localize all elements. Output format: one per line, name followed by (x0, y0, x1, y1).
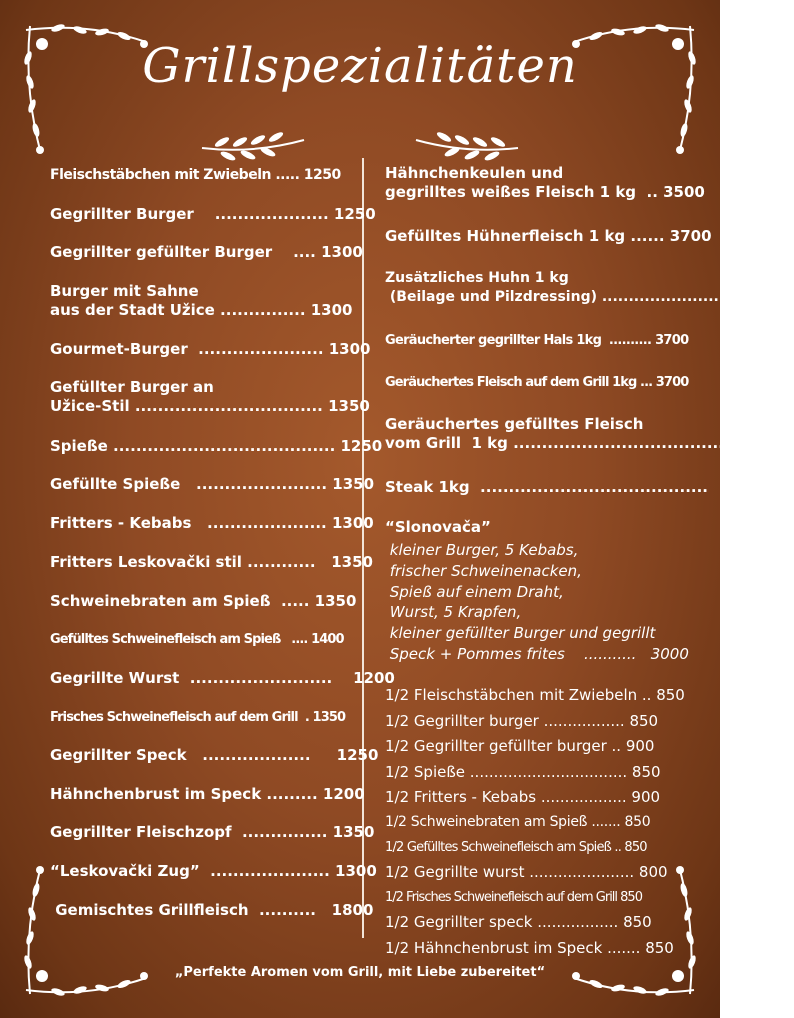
menu-item: Hähnchenkeulen und gegrilltes weißes Fleisch 1 kg .. 3500 (385, 164, 705, 201)
menu-item: 1/2 Fleischstäbchen mit Zwiebeln .. 850 (385, 686, 685, 704)
menu-item: 1/2 Gefülltes Schweinefleisch am Spieß .. 850 (385, 840, 647, 855)
menu-item: Gegrillter Fleischzopf ............... 1350 (50, 823, 375, 841)
menu-item-heading: “Slonovača” (385, 518, 491, 536)
menu-item: Fritters Leskovački stil ............ 1350 (50, 553, 373, 571)
menu-item: Hähnchenbrust im Speck ......... 1200 (50, 785, 365, 803)
menu-item: Gegrillte Wurst ......................... 1200 (50, 669, 395, 687)
menu-item: Geräuchertes gefülltes Fleisch vom Grill 1 kg ......................................... 4100 (385, 415, 794, 452)
menu-item: Gemischtes Grillfleisch .......... 1800 (50, 901, 374, 919)
menu-item: Gourmet-Burger ...................... 1300 (50, 340, 371, 358)
menu-item: 1/2 Gegrillte wurst ...................... 800 (385, 863, 668, 881)
menu-item: “Leskovački Zug” ..................... 1300 (50, 862, 377, 880)
menu-item: 1/2 Hähnchenbrust im Speck ....... 850 (385, 939, 674, 957)
floral-corner-bottom-right-icon (567, 862, 702, 1002)
menu-item: Geräucherter gegrillter Hals 1kg .......... 3700 (385, 333, 689, 348)
menu-item: 1/2 Gegrillter speck ................. 850 (385, 913, 652, 931)
menu-item: Gefülltes Schweinefleisch am Spieß .... 1400 (50, 632, 344, 647)
floral-corner-bottom-left-icon (18, 862, 153, 1002)
menu-item: Geräuchertes Fleisch auf dem Grill 1kg ... 3700 (385, 375, 689, 390)
column-divider (362, 158, 364, 938)
menu-item: Burger mit Sahne aus der Stadt Užice ............... 1300 (50, 282, 353, 319)
menu-item: 1/2 Gegrillter burger ................. 850 (385, 712, 659, 730)
menu-item: Zusätzliches Huhn 1 kg (Beilage und Pilzdressing) ........................ 3700 (385, 270, 774, 305)
menu-item: Fleischstäbchen mit Zwiebeln ..... 1250 (50, 167, 341, 183)
menu-item: Gegrillter gefüllter Burger .... 1300 (50, 243, 363, 261)
menu-item: Schweinebraten am Spieß ..... 1350 (50, 592, 357, 610)
menu-item: Gefülltes Hühnerfleisch 1 kg ...... 3700 (385, 227, 712, 245)
page-title: Grillspezialitäten (142, 38, 578, 94)
menu-item: Gegrillter Speck ................... 1250 (50, 746, 379, 764)
menu-item: 1/2 Gegrillter gefüllter burger .. 900 (385, 737, 655, 755)
menu-item: Gegrillter Burger .................... 1250 (50, 205, 376, 223)
menu-item: 1/2 Frisches Schweinefleisch auf dem Grill 850 (385, 890, 642, 905)
menu-item: Steak 1kg ........................................ 7200 (385, 478, 771, 496)
menu-item: 1/2 Schweinebraten am Spieß ....... 850 (385, 814, 651, 830)
menu-item: Fritters - Kebabs ..................... 1300 (50, 514, 374, 532)
menu-item: 1/2 Spieße ................................. 850 (385, 763, 661, 781)
leaf-branch-right-icon (412, 124, 522, 164)
leaf-branch-left-icon (198, 124, 308, 164)
menu-item: Gefüllter Burger an Užice-Stil ................................. 1350 (50, 378, 370, 415)
menu-item: Spieße ....................................... 1250 (50, 437, 383, 455)
menu-item: 1/2 Fritters - Kebabs .................. 900 (385, 788, 661, 806)
footer-tagline: „Perfekte Aromen vom Grill, mit Liebe zubereitet“ (174, 965, 546, 980)
menu-item: Gefüllte Spieße ....................... 1350 (50, 475, 375, 493)
menu-item-description: kleiner Burger, 5 Kebabs, frischer Schweinenacken, Spieß auf einem Draht, Wurst, 5 Krapfen, kleiner gefüllter Burger und gegrillt Speck + Pommes frites ........... 3000 (389, 541, 689, 663)
menu-item: Frisches Schweinefleisch auf dem Grill . 1350 (50, 710, 346, 725)
